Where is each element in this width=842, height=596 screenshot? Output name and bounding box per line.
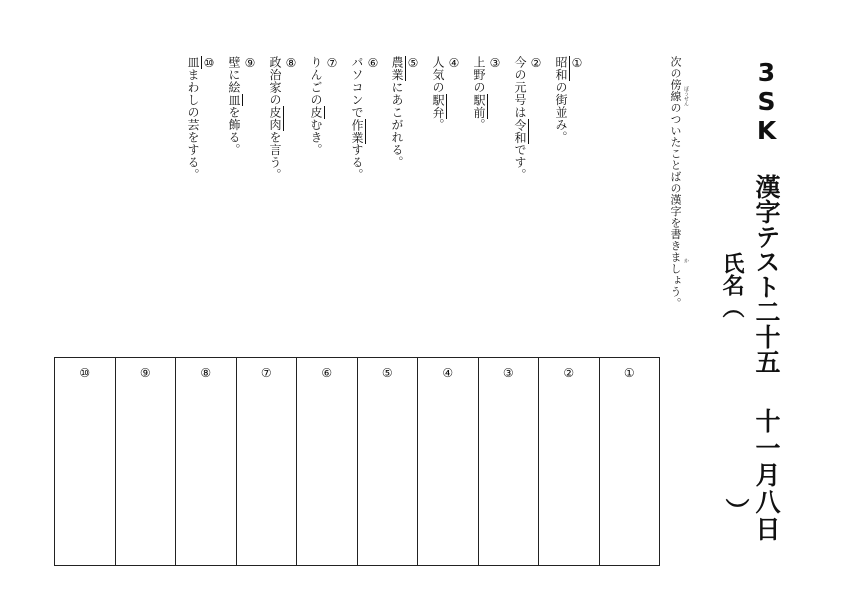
- question-text-after: です。: [513, 143, 527, 181]
- answer-cell-number: ⑤: [381, 366, 393, 380]
- question-number: ②: [529, 56, 543, 71]
- answer-cell-number: ⑦: [260, 366, 272, 380]
- question-3: [472, 56, 503, 131]
- underlined-word: 駅弁: [431, 93, 445, 119]
- answer-cell-number: ⑨: [139, 366, 151, 380]
- answer-cell-6[interactable]: [296, 358, 357, 565]
- answer-cell-3[interactable]: [478, 358, 539, 565]
- question-text-after: する。: [350, 143, 364, 181]
- question-4: [431, 56, 462, 131]
- question-text-before: パソコンで: [350, 56, 364, 119]
- underlined-word: 皿: [186, 56, 200, 69]
- question-10: [186, 56, 217, 181]
- furigana-kaki: か: [683, 258, 689, 263]
- question-7: [309, 56, 340, 156]
- question-text-after: にあこがれる。: [390, 81, 404, 169]
- question-text-after: 。: [472, 118, 486, 131]
- answer-cell-number: ②: [563, 366, 575, 380]
- question-number: ⑤: [406, 56, 420, 71]
- question-number: ⑦: [325, 56, 339, 71]
- page-title: 3SK 漢字テスト二十五: [752, 58, 781, 374]
- answer-cell-5[interactable]: [357, 358, 418, 565]
- question-number: ①: [570, 56, 584, 71]
- answer-grid: [54, 357, 660, 566]
- underlined-word: 皮肉: [268, 106, 282, 131]
- question-number: ③: [488, 56, 502, 71]
- answer-cell-number: ⑥: [321, 366, 333, 380]
- answer-cell-1[interactable]: [599, 358, 660, 565]
- furigana-bousen: ぼうせん: [683, 86, 689, 106]
- answer-cell-10[interactable]: [55, 358, 115, 565]
- question-6: [350, 56, 381, 181]
- question-text-before: 今の元号は: [513, 56, 527, 119]
- question-text-after: を言う。: [268, 131, 282, 181]
- answer-cell-9[interactable]: [115, 358, 176, 565]
- question-text-after: の街並み。: [554, 81, 568, 144]
- question-text-before: 壁に絵: [227, 56, 241, 94]
- question-2: [513, 56, 544, 181]
- underlined-word: 作業: [350, 118, 364, 144]
- question-number: ④: [447, 56, 461, 71]
- answer-cell-number: ⑧: [200, 366, 212, 380]
- answer-cell-number: ⑩: [79, 366, 91, 380]
- answer-cell-7[interactable]: [236, 358, 297, 565]
- question-number: ⑧: [284, 56, 298, 71]
- answer-cell-number: ③: [502, 366, 514, 380]
- answer-cell-number: ①: [623, 366, 635, 380]
- answer-cell-number: ④: [442, 366, 454, 380]
- underlined-word: 令和: [513, 118, 527, 144]
- answer-cell-2[interactable]: [538, 358, 599, 565]
- instruction-text: 次の傍線のついたことばの漢字を書きましょう。: [669, 56, 682, 309]
- question-number: ⑥: [366, 56, 380, 71]
- question-number: ⑩: [202, 56, 216, 71]
- underlined-word: 農業: [390, 56, 404, 81]
- question-8: [268, 56, 299, 181]
- answer-cell-4[interactable]: [417, 358, 478, 565]
- question-1: [554, 56, 585, 144]
- question-number: ⑨: [243, 56, 257, 71]
- question-text-after: むき。: [309, 118, 323, 156]
- question-text-before: 上野の: [472, 56, 486, 94]
- question-5: [390, 56, 421, 169]
- name-close-paren: ）: [721, 498, 749, 522]
- name-label: 氏名（: [719, 252, 744, 318]
- answer-cell-8[interactable]: [175, 358, 236, 565]
- underlined-word: 昭和: [554, 56, 568, 81]
- question-text-after: 。: [431, 118, 445, 131]
- question-9: [227, 56, 258, 156]
- question-text-after: まわしの芸をする。: [186, 68, 200, 181]
- question-text-before: りんごの: [309, 56, 323, 106]
- test-date: 十一月八日: [752, 408, 781, 543]
- underlined-word: 皿: [227, 93, 241, 106]
- underlined-word: 駅前: [472, 93, 486, 119]
- question-text-after: を飾る。: [227, 106, 241, 156]
- question-text-before: 政治家の: [268, 56, 282, 106]
- underlined-word: 皮: [309, 106, 323, 119]
- question-text-before: 人気の: [431, 56, 445, 94]
